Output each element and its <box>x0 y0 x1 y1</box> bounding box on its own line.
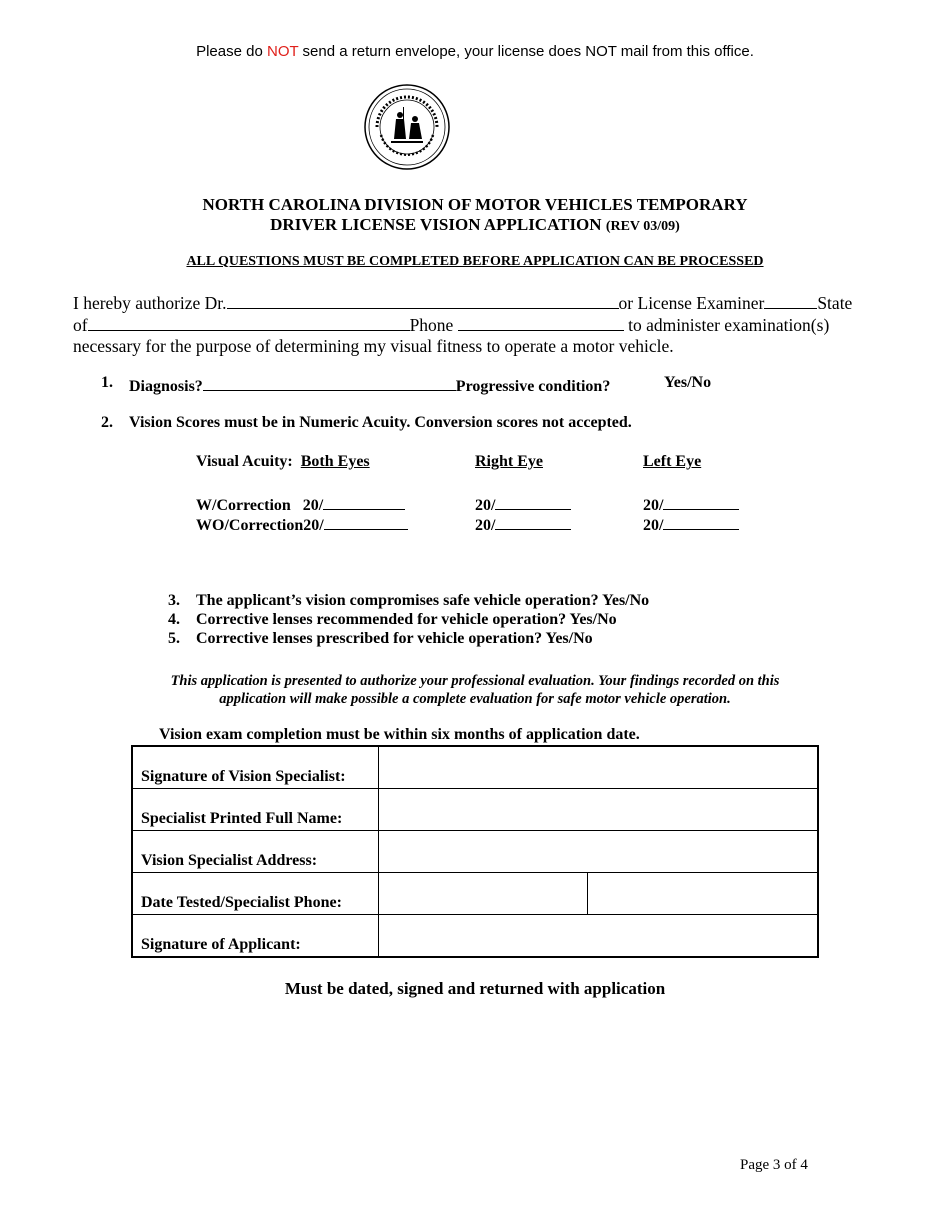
authorization-line-1: I hereby authorize Dr. or License Examiner State <box>73 293 853 313</box>
left-eye-header: Left Eye <box>643 453 702 470</box>
table-row <box>132 873 818 915</box>
phone-field[interactable] <box>458 314 624 331</box>
return-envelope-notice: Please do NOT send a return envelope, your license does NOT mail from this office. <box>196 43 754 60</box>
question-3: The applicant’s vision compromises safe vehicle operation? Yes/No <box>196 592 650 609</box>
signature-specialist-field[interactable] <box>379 746 819 789</box>
date-phone-label: Date Tested/Specialist Phone: <box>132 873 379 915</box>
specialist-name-label: Specialist Printed Full Name: <box>132 789 379 831</box>
specialist-address-field[interactable] <box>379 831 819 873</box>
specialist-phone-field[interactable] <box>588 873 819 915</box>
right-eye-without-correction-field[interactable] <box>495 513 571 530</box>
question-4: Corrective lenses recommended for vehicle operation? Yes/No <box>196 611 617 628</box>
doctor-name-field[interactable] <box>227 292 619 309</box>
left-eye-without-correction-field[interactable] <box>663 513 739 530</box>
question-3-number: 3. <box>168 592 180 609</box>
footer-note: Must be dated, signed and returned with application <box>284 979 666 998</box>
question-1: Diagnosis? Progressive condition? <box>129 374 610 396</box>
examiner-field[interactable] <box>764 292 817 309</box>
acuity-heading: Visual Acuity: Both Eyes <box>196 453 370 470</box>
table-row <box>132 746 818 789</box>
question-5-number: 5. <box>168 630 180 647</box>
table-row <box>132 831 818 873</box>
question-4-number: 4. <box>168 611 180 628</box>
table-row <box>132 915 818 958</box>
diagnosis-field[interactable] <box>203 374 456 391</box>
all-questions-notice: ALL QUESTIONS MUST BE COMPLETED BEFORE APPLICATION CAN BE PROCESSED <box>186 254 764 269</box>
date-tested-field[interactable] <box>379 873 588 915</box>
right-eye-with-correction-field[interactable] <box>495 493 571 510</box>
specialist-name-field[interactable] <box>379 789 819 831</box>
professional-evaluation-note: This application is presented to authorize your professional evaluation. Your findings recorded on this application will make possible a complete evaluation for safe motor vehicle operation. <box>170 673 780 707</box>
with-correction-row: W/Correction 20/ <box>196 493 405 515</box>
signature-table <box>131 745 819 958</box>
without-correction-row: WO/Correction20/ <box>196 513 408 535</box>
right-eye-header: Right Eye <box>475 453 543 470</box>
authorization-purpose: necessary for the purpose of determining my visual fitness to operate a motor vehicle. <box>73 336 674 356</box>
left-eye-without-correction: 20/ <box>643 513 739 535</box>
signature-applicant-field[interactable] <box>379 915 819 958</box>
signature-specialist-label: Signature of Vision Specialist: <box>132 746 379 789</box>
authorization-line-2: of Phone to administer examination(s) <box>73 315 830 335</box>
nc-great-seal-icon <box>363 83 451 171</box>
signature-applicant-label: Signature of Applicant: <box>132 915 379 958</box>
form-title: NORTH CAROLINA DIVISION OF MOTOR VEHICLES TEMPORARY DRIVER LICENSE VISION APPLICATION (REV 03/09) <box>202 195 748 234</box>
specialist-address-label: Vision Specialist Address: <box>132 831 379 873</box>
progressive-yes-no: Yes/No <box>664 374 712 391</box>
question-2: Vision Scores must be in Numeric Acuity. Conversion scores not accepted. <box>129 414 632 431</box>
right-eye-without-correction: 20/ <box>475 513 571 535</box>
both-eyes-without-correction-field[interactable] <box>324 513 408 530</box>
state-of-field[interactable] <box>88 314 410 331</box>
right-eye-with-correction: 20/ <box>475 493 571 515</box>
both-eyes-with-correction-field[interactable] <box>323 493 405 510</box>
exam-window-note: Vision exam completion must be within six months of application date. <box>159 726 640 743</box>
left-eye-with-correction-field[interactable] <box>663 493 739 510</box>
question-1-number: 1. <box>101 374 113 391</box>
both-eyes-header: Both Eyes <box>300 453 370 470</box>
left-eye-with-correction: 20/ <box>643 493 739 515</box>
question-5: Corrective lenses prescribed for vehicle operation? Yes/No <box>196 630 593 647</box>
page-number: Page 3 of 4 <box>740 1157 808 1173</box>
table-row <box>132 789 818 831</box>
not-highlight: NOT <box>266 43 299 60</box>
revision-label: (REV 03/09) <box>605 219 680 234</box>
question-2-number: 2. <box>101 414 113 431</box>
